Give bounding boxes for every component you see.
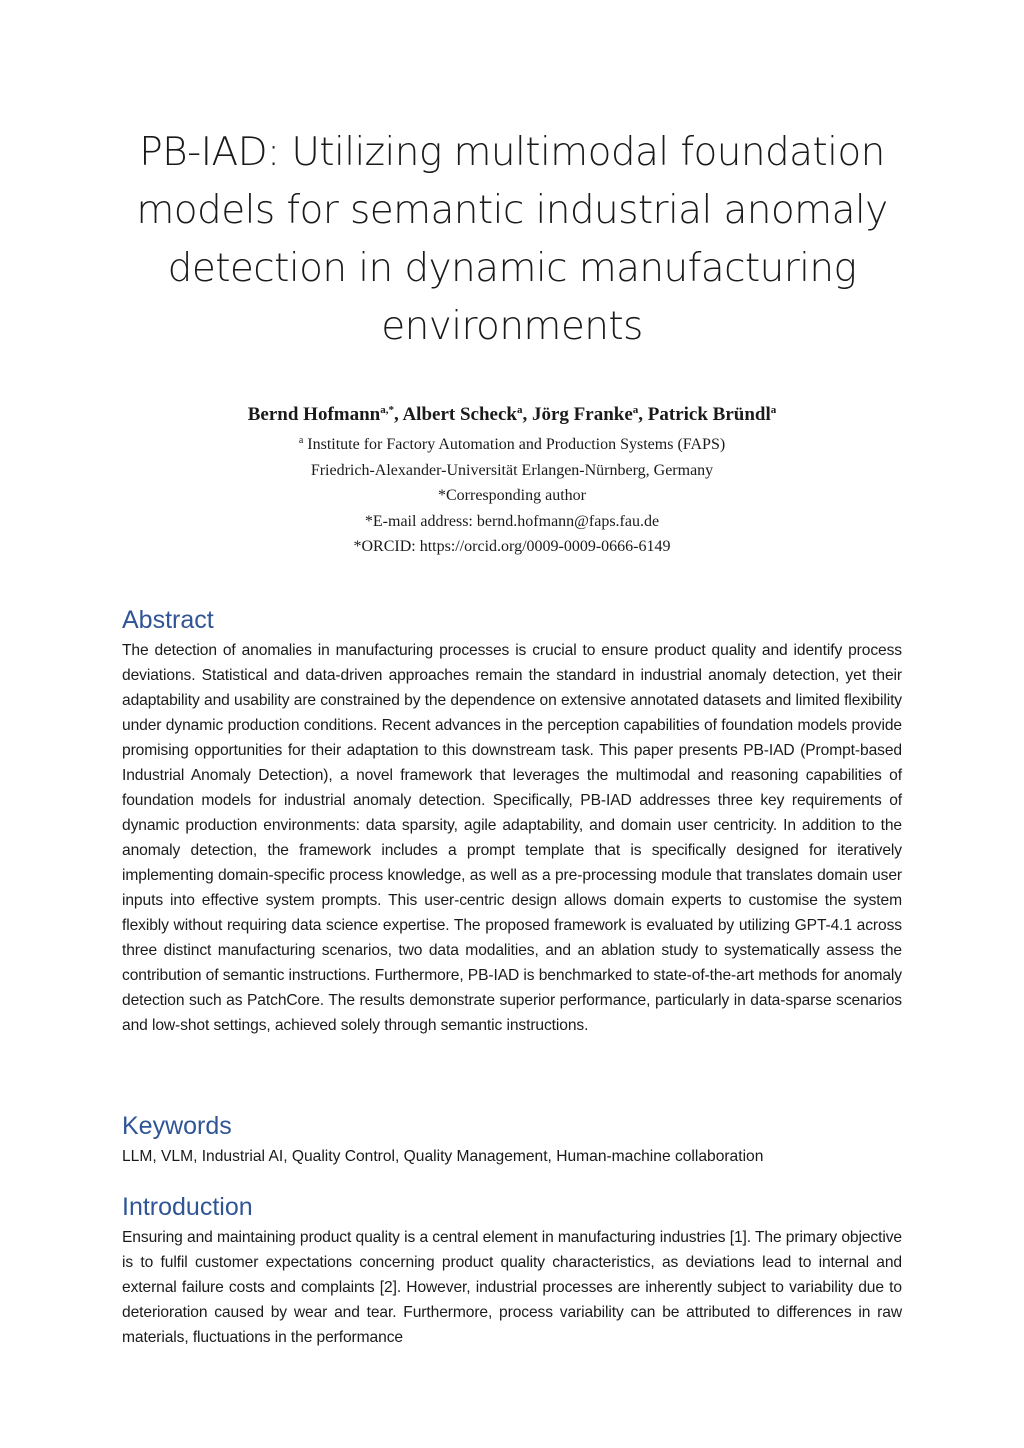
affiliation-university: Friedrich-Alexander-Universität Erlangen-Nürnberg, Germany <box>310 461 714 479</box>
title-line-3: detection in dynamic manufacturing <box>167 246 857 291</box>
introduction-heading: Introduction <box>122 1193 253 1221</box>
keywords-section <box>122 1110 902 1169</box>
affiliation-institute <box>112 432 912 458</box>
author-name: Bernd Hofmann <box>247 404 381 425</box>
author-affiliation-mark: a,* <box>380 404 394 416</box>
paper-title <box>112 124 912 356</box>
author-affiliation-mark: a <box>516 404 523 416</box>
author-separator: , <box>394 404 403 425</box>
author-name: Jörg Franke <box>531 404 633 425</box>
corresponding-author-note: *Corresponding author <box>438 487 586 505</box>
affiliation-institute-text: Institute for Factory Automation and Production Systems (FAPS) <box>303 436 726 453</box>
introduction-text: Ensuring and maintaining product quality is a central element in manufacturing industries [1]. The primary objective is to fulfil customer expectations concerning product quality characteristics, as deviations lead to internal and external failure costs and complaints [2]. However, industrial processes are inherently subject to variability due to deterioration caused by wear and tear. Furthermore, process variability can be attributed to differences in raw materials, fluctuations in the performance <box>122 1229 902 1346</box>
author-separator: , <box>638 404 648 425</box>
affiliation-mark: a <box>298 435 304 446</box>
introduction-section <box>122 1191 902 1350</box>
abstract-text: The detection of anomalies in manufacturing processes is crucial to ensure product quality and identify process deviations. Statistical and data-driven approaches remain the standard in industrial anomaly detection, yet their adaptability and usability are constrained by the dependence on extensive annotated datasets and limited flexibility under dynamic production conditions. Recent advances in the perception capabilities of foundation models provide promising opportunities for their adaptation to this downstream task. This paper presents PB-IAD (Prompt-based Industrial Anomaly Detection), a novel framework that leverages the multimodal and reasoning capabilities of foundation models for industrial anomaly detection. Specifically, PB-IAD addresses three key requirements of dynamic production environments: data sparsity, agile adaptability, and domain user centricity. In addition to the anomaly detection, the framework includes a prompt template that is specifically designed for iteratively implementing domain-specific process knowledge, as well as a pre-processing module that translates domain user inputs into effective system prompts. This user-centric design allows domain experts to customise the system flexibly without requiring data science expertise. The proposed framework is evaluated by utilizing GPT-4.1 across three distinct manufacturing scenarios, two data modalities, and an ablation study to systematically assess the contribution of semantic instructions. Furthermore, PB-IAD is benchmarked to state-of-the-art methods for anomaly detection such as PatchCore. The results demonstrate superior performance, particularly in data-sparse scenarios and low-shot settings, achieved solely through semantic instructions. <box>122 642 902 1034</box>
abstract-heading: Abstract <box>122 606 214 634</box>
title-line-1: PB-IAD: Utilizing multimodal foundation <box>139 130 885 175</box>
author-affiliation-mark: a <box>632 404 639 416</box>
author-list <box>112 402 912 428</box>
author-separator: , <box>522 404 532 425</box>
keywords-heading: Keywords <box>122 1112 232 1140</box>
author-name: Patrick Bründl <box>647 404 771 425</box>
email-address: *E-mail address: bernd.hofmann@faps.fau.de <box>364 512 660 530</box>
orcid-link: *ORCID: https://orcid.org/0009-0009-0666-6149 <box>353 538 671 556</box>
author-affiliation-mark: a <box>770 404 777 416</box>
keywords-text: LLM, VLM, Industrial AI, Quality Control, Quality Management, Human-machine collaboration <box>122 1148 764 1165</box>
title-line-4: environments <box>381 304 643 349</box>
author-name: Albert Scheck <box>402 404 517 425</box>
abstract-section <box>122 604 902 1038</box>
affiliation-block <box>112 432 912 560</box>
title-line-2: models for semantic industrial anomaly <box>136 188 888 233</box>
